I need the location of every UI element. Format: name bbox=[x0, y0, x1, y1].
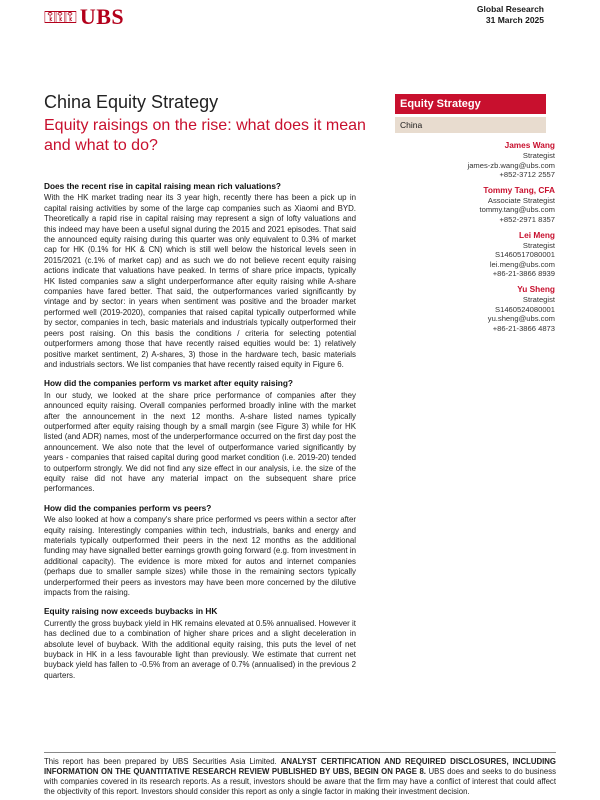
analyst-role: Strategist bbox=[522, 240, 555, 250]
analyst-role: Strategist bbox=[522, 151, 555, 160]
page-title: China Equity Strategy bbox=[44, 92, 219, 112]
disclaimer-certification: ANALYST CERTIFICATION AND REQUIRED DISCLOSURES, INCLUDING INFORMATION ON THE QUANTITATIVE RESEARCH REVIEW PUBLISHED BY UBS, BEGIN ON PAGE 8. bbox=[44, 757, 556, 776]
section-paragraph: In our study, we looked at the share price performance of companies after they announced equity raising. Overall companies performed broadly inline with the market after the announcement in the next 12 months. A-share listed names typically outperformed after equity raising though by a small margin (see Figure 3) while for HK listed (and ADR) names, most of the underperformance occurred on the first day post the announcement. We also note that the level of outperformance varied significantly by years - companies that raised capital during good market condition (i.e. 2019-20) tended to outperform strongly. We did not find any size effect in our analysis, i.e. the size of the equity raise did not have any material impact on the subsequent share price performances. bbox=[44, 390, 356, 494]
analyst-email[interactable]: yu.sheng@ubs.com bbox=[487, 314, 555, 324]
analyst-email[interactable]: tommy.tang@ubs.com bbox=[479, 205, 555, 215]
analyst-email[interactable]: lei.meng@ubs.com bbox=[489, 259, 555, 269]
footer-divider bbox=[44, 752, 556, 753]
report-date: 31 March 2025 bbox=[485, 15, 544, 25]
analyst-role: Associate Strategist bbox=[487, 195, 555, 205]
analyst-name: Lei Meng bbox=[519, 229, 555, 240]
page-subtitle: Equity raisings on the rise: what does it mean and what to do? bbox=[44, 117, 366, 154]
logo-text: UBS bbox=[79, 4, 125, 29]
analyst-card bbox=[395, 140, 555, 180]
analyst-name: Tommy Tang, CFA bbox=[483, 184, 555, 195]
analyst-card bbox=[395, 185, 555, 225]
section-paragraph: Currently the gross buyback yield in HK remains elevated at 0.5% annualised. However it has declined due to a combination of higher share prices and a slight deceleration in absolute level of buyback. With the additional equity raising, this puts the level of net buyback in HK in a less favourable light than previously. We estimate that current net buyback yield has fallen to -0.5% from an average of 0.7% (annualised) in the previous 2 quarters. bbox=[44, 618, 356, 680]
analyst-email[interactable]: james-zb.wang@ubs.com bbox=[467, 160, 555, 170]
section-heading: How did the companies perform vs market after equity raising? bbox=[44, 378, 293, 389]
region-label: China bbox=[395, 117, 546, 133]
analyst-registration: S1460524080001 bbox=[495, 304, 555, 314]
analyst-phone: +86-21-3866 4873 bbox=[492, 323, 555, 333]
analyst-name: James Wang bbox=[504, 140, 555, 150]
ubs-keys-icon: ⚿⚿⚿ bbox=[44, 7, 74, 27]
analyst-name: Yu Sheng bbox=[517, 283, 555, 294]
disclaimer-rest: UBS does and seeks to do business with companies covered in its research reports. As a result, investors should be aware that the firm may have a conflict of interest that could affect the objectivity of this report. Investors should consider this report as only a single factor in making their investment decision. bbox=[44, 767, 556, 796]
section-heading: Equity raising now exceeds buybacks in HK bbox=[44, 606, 218, 617]
section-heading: How did the companies perform vs peers? bbox=[44, 502, 212, 513]
section-paragraph: With the HK market trading near its 3 year high, recently there has been a pick up in capital raising activities by some of the large cap companies such as Xiaomi and BYD. Theoretically a rapid rise in capital raising may represent a sign of lofty valuations and this indeed may have been a useful signal during the 2015 and 2021 episodes. That said the announced equity raising during this quarter was only equivalent to 0.3% of market cap for HK (0.1% for HK & CN) which is still well below the historical levels seen in 2015/2021 (c.1% of market cap) and as such we do not believe recent equity raising actions indicate that valuations have peaked. In terms of share price impacts, typically HK listed companies saw a slight underperformance after equity raising while A-share companies have fared better. That said, the outperformances varied significantly by vintage and by sector: in years when sentiment was positive and the broader market performed well (2019-2020), companies that raised capital typically outperformed while by sector, companies in tech, basic materials and industrials typically outperformed their peers post raising. On this basis the conditions / criteria for selecting potential outperformers among those that have recently raised equities would be: 1) relatively positive market sentiment, 2) A-shares, 3) those in the hardware tech, basic materials and industrials sectors. We list companies that have recently raised equity in Figure 6. bbox=[44, 193, 356, 369]
analyst-role: Strategist bbox=[522, 294, 555, 304]
report-body bbox=[44, 181, 356, 689]
section-paragraph: We also looked at how a company's share price performed vs peers within a sector after equity raising. Interestingly companies within tech, industrials, banks and energy and materials typically outperformed their peers in the next 12 months as the additional funding may have signalled better earnings growth going forward (e.g. from investment in additional capacity). The evidence is more mixed for autos and internet companies (perhaps due to smaller sample sizes) while those in the remaining sectors typically underperformed their peers as investors may have been more concerned by the dilutive impacts from the raising. bbox=[44, 515, 356, 598]
section-heading: Does the recent rise in capital raising mean rich valuations? bbox=[44, 181, 282, 191]
analyst-phone: +852-2971 8357 bbox=[499, 214, 555, 224]
category-banner: Equity Strategy bbox=[395, 94, 546, 114]
disclaimer-intro: This report has been prepared by UBS Securities Asia Limited. bbox=[44, 757, 281, 766]
analyst-phone: +852-3712 2557 bbox=[499, 170, 555, 180]
footer-disclaimer bbox=[44, 757, 556, 800]
header-info bbox=[477, 4, 544, 26]
division-label: Global Research bbox=[476, 4, 544, 14]
analyst-card bbox=[395, 230, 555, 279]
analyst-card bbox=[395, 284, 555, 333]
analyst-list bbox=[395, 140, 555, 338]
analyst-phone: +86-21-3866 8939 bbox=[492, 269, 555, 279]
analyst-registration: S1460517080001 bbox=[495, 250, 555, 260]
ubs-logo bbox=[44, 4, 124, 30]
